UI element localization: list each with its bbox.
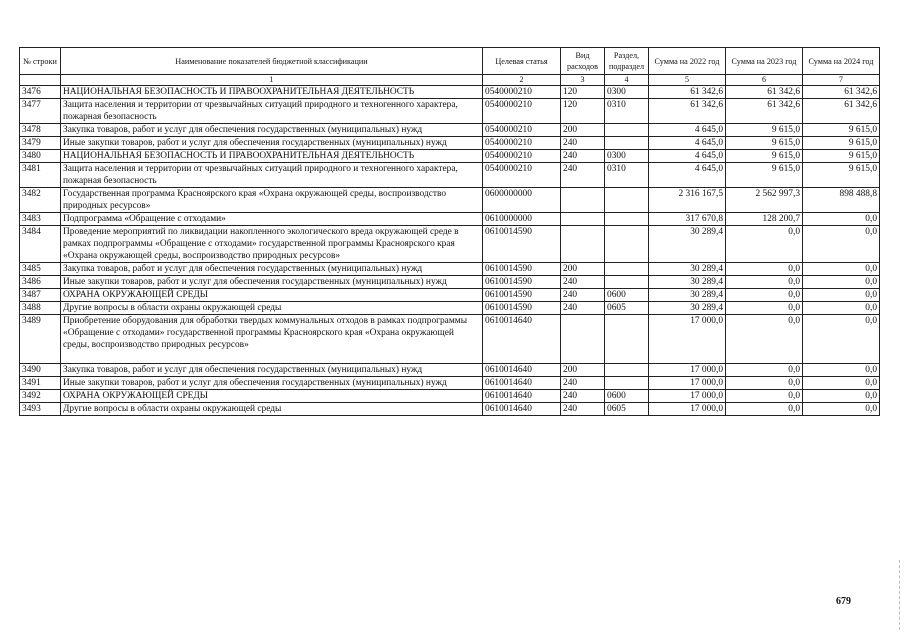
- target-article-cell: 0540000210: [483, 99, 561, 124]
- section-cell: [605, 276, 649, 289]
- sum-2022-cell: 17 000,0: [649, 377, 726, 390]
- sum-2022-cell: 2 316 167,5: [649, 188, 726, 213]
- sum-2022-cell: 17 000,0: [649, 403, 726, 416]
- indicator-name-cell: Закупка товаров, работ и услуг для обеспечения государственных (муниципальных) нужд: [61, 263, 483, 276]
- table-row: [20, 86, 880, 99]
- sum-2024-cell: 0,0: [803, 276, 880, 289]
- table-row: [20, 390, 880, 403]
- expense-kind-cell: 240: [561, 377, 605, 390]
- sum-2024-cell: 0,0: [803, 226, 880, 263]
- target-article-cell: 0610014590: [483, 276, 561, 289]
- indicator-name-cell: Проведение мероприятий по ликвидации накопленного экологического вреда окружающей среде в рамках подпрограммы «Обращение с отходами» государственной программы Красноярского края «Охрана окружающей среды, воспроизводство природных ресурсов»: [61, 226, 483, 263]
- header-row-no: № строки: [20, 48, 61, 75]
- sum-2022-cell: 30 289,4: [649, 276, 726, 289]
- column-number-row: [20, 75, 880, 86]
- indicator-name-cell: ОХРАНА ОКРУЖАЮЩЕЙ СРЕДЫ: [61, 390, 483, 403]
- row-number-cell: 3480: [20, 150, 61, 163]
- target-article-cell: 0610014640: [483, 364, 561, 377]
- sum-2022-cell: 17 000,0: [649, 364, 726, 377]
- column-number: 6: [726, 75, 803, 86]
- expense-kind-cell: 120: [561, 99, 605, 124]
- header-sum-2024: Сумма на 2024 год: [803, 48, 880, 75]
- sum-2023-cell: 0,0: [726, 226, 803, 263]
- section-cell: [605, 364, 649, 377]
- section-cell: 0300: [605, 86, 649, 99]
- table-row: [20, 124, 880, 137]
- sum-2024-cell: 0,0: [803, 377, 880, 390]
- indicator-name-cell: Подпрограмма «Обращение с отходами»: [61, 213, 483, 226]
- scan-edge-mark: [898, 560, 900, 630]
- section-cell: [605, 213, 649, 226]
- sum-2023-cell: 0,0: [726, 263, 803, 276]
- header-section: Раздел, подраздел: [605, 48, 649, 75]
- target-article-cell: 0610000000: [483, 213, 561, 226]
- sum-2024-cell: 0,0: [803, 302, 880, 315]
- sum-2024-cell: 0,0: [803, 364, 880, 377]
- section-cell: 0605: [605, 403, 649, 416]
- column-number: [20, 75, 61, 86]
- expense-kind-cell: 200: [561, 263, 605, 276]
- row-number-cell: 3481: [20, 163, 61, 188]
- sum-2022-cell: 61 342,6: [649, 99, 726, 124]
- row-number-cell: 3486: [20, 276, 61, 289]
- target-article-cell: 0610014590: [483, 263, 561, 276]
- row-number-cell: 3477: [20, 99, 61, 124]
- target-article-cell: 0600000000: [483, 188, 561, 213]
- target-article-cell: 0540000210: [483, 86, 561, 99]
- indicator-name-cell: Иные закупки товаров, работ и услуг для обеспечения государственных (муниципальных) нужд: [61, 377, 483, 390]
- section-cell: 0605: [605, 302, 649, 315]
- sum-2022-cell: 4 645,0: [649, 124, 726, 137]
- row-number-cell: 3476: [20, 86, 61, 99]
- sum-2022-cell: 30 289,4: [649, 302, 726, 315]
- indicator-name-cell: Приобретение оборудования для обработки твердых коммунальных отходов в рамках подпрограммы «Обращение с отходами» государственной программы Красноярского края «Охрана окружающей среды, воспроизводство природных ресурсов»: [61, 315, 483, 364]
- header-sum-2022: Сумма на 2022 год: [649, 48, 726, 75]
- table-row: [20, 263, 880, 276]
- column-number: 3: [561, 75, 605, 86]
- section-cell: [605, 226, 649, 263]
- sum-2023-cell: 9 615,0: [726, 163, 803, 188]
- expense-kind-cell: 240: [561, 150, 605, 163]
- sum-2023-cell: 61 342,6: [726, 86, 803, 99]
- row-number-cell: 3484: [20, 226, 61, 263]
- target-article-cell: 0610014590: [483, 289, 561, 302]
- sum-2023-cell: 0,0: [726, 302, 803, 315]
- sum-2024-cell: 0,0: [803, 403, 880, 416]
- table-body: [20, 86, 880, 416]
- sum-2023-cell: 0,0: [726, 289, 803, 302]
- header-target: Целевая статья: [483, 48, 561, 75]
- sum-2023-cell: 9 615,0: [726, 150, 803, 163]
- sum-2022-cell: 30 289,4: [649, 263, 726, 276]
- sum-2024-cell: 0,0: [803, 315, 880, 364]
- sum-2023-cell: 128 200,7: [726, 213, 803, 226]
- table-row: [20, 163, 880, 188]
- header-sum-2023: Сумма на 2023 год: [726, 48, 803, 75]
- header-row: [20, 48, 880, 75]
- table-row: [20, 403, 880, 416]
- section-cell: [605, 124, 649, 137]
- sum-2023-cell: 0,0: [726, 315, 803, 364]
- sum-2024-cell: 9 615,0: [803, 163, 880, 188]
- table-row: [20, 364, 880, 377]
- row-number-cell: 3489: [20, 315, 61, 364]
- target-article-cell: 0610014640: [483, 377, 561, 390]
- row-number-cell: 3485: [20, 263, 61, 276]
- indicator-name-cell: Закупка товаров, работ и услуг для обеспечения государственных (муниципальных) нужд: [61, 364, 483, 377]
- row-number-cell: 3493: [20, 403, 61, 416]
- row-number-cell: 3487: [20, 289, 61, 302]
- sum-2023-cell: 2 562 997,3: [726, 188, 803, 213]
- expense-kind-cell: 240: [561, 289, 605, 302]
- sum-2023-cell: 9 615,0: [726, 137, 803, 150]
- expense-kind-cell: 240: [561, 390, 605, 403]
- sum-2024-cell: 61 342,6: [803, 86, 880, 99]
- section-cell: [605, 377, 649, 390]
- section-cell: [605, 315, 649, 364]
- expense-kind-cell: 240: [561, 137, 605, 150]
- indicator-name-cell: НАЦИОНАЛЬНАЯ БЕЗОПАСНОСТЬ И ПРАВООХРАНИТЕЛЬНАЯ ДЕЯТЕЛЬНОСТЬ: [61, 150, 483, 163]
- column-number: 7: [803, 75, 880, 86]
- table-row: [20, 289, 880, 302]
- target-article-cell: 0540000210: [483, 137, 561, 150]
- page-number: 679: [836, 596, 851, 607]
- expense-kind-cell: 240: [561, 403, 605, 416]
- table-row: [20, 226, 880, 263]
- sum-2023-cell: 0,0: [726, 276, 803, 289]
- indicator-name-cell: Иные закупки товаров, работ и услуг для обеспечения государственных (муниципальных) нужд: [61, 137, 483, 150]
- section-cell: [605, 137, 649, 150]
- expense-kind-cell: [561, 213, 605, 226]
- sum-2022-cell: 61 342,6: [649, 86, 726, 99]
- indicator-name-cell: Другие вопросы в области охраны окружающей среды: [61, 403, 483, 416]
- indicator-name-cell: НАЦИОНАЛЬНАЯ БЕЗОПАСНОСТЬ И ПРАВООХРАНИТЕЛЬНАЯ ДЕЯТЕЛЬНОСТЬ: [61, 86, 483, 99]
- sum-2022-cell: 30 289,4: [649, 289, 726, 302]
- expense-kind-cell: 240: [561, 276, 605, 289]
- sum-2024-cell: 9 615,0: [803, 150, 880, 163]
- sum-2024-cell: 0,0: [803, 213, 880, 226]
- table-row: [20, 150, 880, 163]
- sum-2023-cell: 0,0: [726, 390, 803, 403]
- row-number-cell: 3479: [20, 137, 61, 150]
- column-number: 1: [61, 75, 483, 86]
- sum-2024-cell: 0,0: [803, 263, 880, 276]
- table-row: [20, 213, 880, 226]
- sum-2023-cell: 0,0: [726, 403, 803, 416]
- target-article-cell: 0610014640: [483, 315, 561, 364]
- target-article-cell: 0610014590: [483, 302, 561, 315]
- section-cell: 0310: [605, 163, 649, 188]
- table-row: [20, 302, 880, 315]
- column-number: 4: [605, 75, 649, 86]
- row-number-cell: 3483: [20, 213, 61, 226]
- row-number-cell: 3490: [20, 364, 61, 377]
- expense-kind-cell: [561, 315, 605, 364]
- indicator-name-cell: Защита населения и территории от чрезвычайных ситуаций природного и техногенного характера, пожарная безопасность: [61, 163, 483, 188]
- header-kind: Вид расходов: [561, 48, 605, 75]
- sum-2024-cell: 61 342,6: [803, 99, 880, 124]
- sum-2022-cell: 4 645,0: [649, 163, 726, 188]
- target-article-cell: 0540000210: [483, 163, 561, 188]
- sum-2022-cell: 4 645,0: [649, 137, 726, 150]
- indicator-name-cell: Защита населения и территории от чрезвычайных ситуаций природного и техногенного характера, пожарная безопасность: [61, 99, 483, 124]
- expense-kind-cell: 240: [561, 163, 605, 188]
- indicator-name-cell: Иные закупки товаров, работ и услуг для обеспечения государственных (муниципальных) нужд: [61, 276, 483, 289]
- section-cell: 0600: [605, 390, 649, 403]
- table-row: [20, 315, 880, 364]
- sum-2024-cell: 0,0: [803, 390, 880, 403]
- expense-kind-cell: 120: [561, 86, 605, 99]
- section-cell: 0300: [605, 150, 649, 163]
- section-cell: 0310: [605, 99, 649, 124]
- row-number-cell: 3491: [20, 377, 61, 390]
- expense-kind-cell: 200: [561, 364, 605, 377]
- table-row: [20, 377, 880, 390]
- table-row: [20, 99, 880, 124]
- sum-2023-cell: 61 342,6: [726, 99, 803, 124]
- sum-2024-cell: 9 615,0: [803, 124, 880, 137]
- expense-kind-cell: [561, 226, 605, 263]
- sum-2024-cell: 898 488,8: [803, 188, 880, 213]
- sum-2022-cell: 30 289,4: [649, 226, 726, 263]
- row-number-cell: 3482: [20, 188, 61, 213]
- section-cell: [605, 263, 649, 276]
- indicator-name-cell: Другие вопросы в области охраны окружающей среды: [61, 302, 483, 315]
- table-row: [20, 137, 880, 150]
- column-number: 5: [649, 75, 726, 86]
- expense-kind-cell: 200: [561, 124, 605, 137]
- sum-2024-cell: 9 615,0: [803, 137, 880, 150]
- section-cell: [605, 188, 649, 213]
- indicator-name-cell: ОХРАНА ОКРУЖАЮЩЕЙ СРЕДЫ: [61, 289, 483, 302]
- target-article-cell: 0540000210: [483, 150, 561, 163]
- expense-kind-cell: 240: [561, 302, 605, 315]
- column-number: 2: [483, 75, 561, 86]
- budget-table: [19, 47, 880, 416]
- indicator-name-cell: Государственная программа Красноярского края «Охрана окружающей среды, воспроизводство природных ресурсов»: [61, 188, 483, 213]
- header-name: Наименование показателей бюджетной классификации: [61, 48, 483, 75]
- sum-2023-cell: 0,0: [726, 364, 803, 377]
- sum-2022-cell: 17 000,0: [649, 390, 726, 403]
- table-row: [20, 188, 880, 213]
- target-article-cell: 0540000210: [483, 124, 561, 137]
- row-number-cell: 3488: [20, 302, 61, 315]
- target-article-cell: 0610014590: [483, 226, 561, 263]
- sum-2023-cell: 9 615,0: [726, 124, 803, 137]
- row-number-cell: 3492: [20, 390, 61, 403]
- target-article-cell: 0610014640: [483, 403, 561, 416]
- indicator-name-cell: Закупка товаров, работ и услуг для обеспечения государственных (муниципальных) нужд: [61, 124, 483, 137]
- sum-2022-cell: 17 000,0: [649, 315, 726, 364]
- expense-kind-cell: [561, 188, 605, 213]
- sum-2022-cell: 4 645,0: [649, 150, 726, 163]
- sum-2022-cell: 317 670,8: [649, 213, 726, 226]
- table-row: [20, 276, 880, 289]
- target-article-cell: 0610014640: [483, 390, 561, 403]
- sum-2024-cell: 0,0: [803, 289, 880, 302]
- row-number-cell: 3478: [20, 124, 61, 137]
- section-cell: 0600: [605, 289, 649, 302]
- sum-2023-cell: 0,0: [726, 377, 803, 390]
